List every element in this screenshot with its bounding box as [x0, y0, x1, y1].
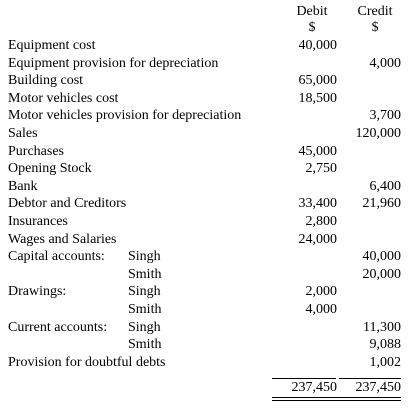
credit-currency: $	[371, 20, 379, 35]
row-credit-amount: 6,400	[369, 178, 401, 194]
total-rule-top-credit	[339, 378, 401, 379]
row-label: Opening Stock	[8, 161, 92, 177]
debit-currency: $	[308, 20, 316, 35]
row-debit-amount: 2,750	[305, 161, 337, 177]
row-label: Motor vehicles provision for depreciation	[8, 108, 242, 124]
row-debit-amount: 24,000	[298, 231, 337, 247]
ledger-row	[0, 161, 415, 179]
ledger-row	[0, 355, 415, 373]
row-label: Wages and Salaries	[8, 231, 117, 247]
ledger-row	[0, 91, 415, 109]
total-double-rule-1	[272, 397, 401, 398]
ledger-row	[0, 196, 415, 214]
ledger-row	[0, 73, 415, 91]
row-label: Equipment cost	[8, 38, 96, 53]
row-label: Drawings:	[8, 284, 67, 300]
row-label: Purchases	[8, 143, 64, 159]
row-label: Motor vehicles cost	[8, 90, 119, 106]
ledger-row	[0, 126, 415, 144]
row-debit-amount: 65,000	[298, 73, 337, 89]
row-debit-amount: 18,500	[298, 90, 337, 106]
row-credit-amount: 120,000	[355, 126, 401, 141]
row-label: Provision for doubtful debts	[8, 354, 166, 370]
row-sublabel: Smith	[128, 337, 162, 353]
ledger-row	[0, 56, 415, 74]
row-sublabel: Smith	[128, 302, 162, 317]
row-credit-amount: 1,002	[369, 354, 401, 370]
ledger-row	[0, 249, 415, 267]
ledger-row	[0, 284, 415, 302]
row-debit-amount: 4,000	[305, 302, 337, 317]
ledger-row	[0, 179, 415, 197]
ledger-row	[0, 232, 415, 250]
ledger-row	[0, 320, 415, 338]
row-sublabel: Singh	[128, 249, 161, 265]
row-label: Equipment provision for depreciation	[8, 55, 219, 71]
row-label: Insurances	[8, 214, 68, 229]
row-label: Capital accounts:	[8, 249, 105, 265]
row-label: Building cost	[8, 73, 84, 89]
row-label: Debtor and Creditors	[8, 196, 127, 212]
row-credit-amount: 4,000	[369, 55, 401, 71]
row-debit-amount: 33,400	[298, 196, 337, 212]
row-debit-amount: 2,800	[305, 214, 337, 229]
total-credit: 237,450	[355, 380, 401, 395]
row-debit-amount: 40,000	[298, 38, 337, 53]
ledger-row	[0, 38, 415, 56]
ledger-row	[0, 214, 415, 232]
row-credit-amount: 3,700	[369, 108, 401, 124]
row-credit-amount: 11,300	[363, 319, 401, 335]
total-double-rule-2	[272, 400, 401, 401]
row-sublabel: Singh	[128, 319, 161, 335]
row-label: Current accounts:	[8, 319, 108, 335]
total-debit: 237,450	[291, 380, 337, 395]
ledger-row	[0, 108, 415, 126]
ledger-row	[0, 337, 415, 355]
row-credit-amount: 20,000	[362, 266, 401, 282]
row-credit-amount: 40,000	[362, 249, 401, 265]
row-label: Bank	[8, 178, 38, 194]
row-credit-amount: 21,960	[362, 196, 401, 212]
credit-header: Credit	[357, 4, 393, 19]
row-credit-amount: 9,088	[369, 337, 401, 353]
debit-header: Debit	[296, 4, 328, 19]
ledger-row	[0, 267, 415, 285]
row-sublabel: Smith	[128, 266, 162, 282]
row-debit-amount: 45,000	[298, 143, 337, 159]
ledger-row	[0, 144, 415, 162]
ledger-row	[0, 302, 415, 320]
row-debit-amount: 2,000	[305, 284, 337, 300]
total-rule-top-debit	[272, 378, 336, 379]
row-label: Sales	[8, 126, 38, 141]
row-sublabel: Singh	[128, 284, 161, 300]
